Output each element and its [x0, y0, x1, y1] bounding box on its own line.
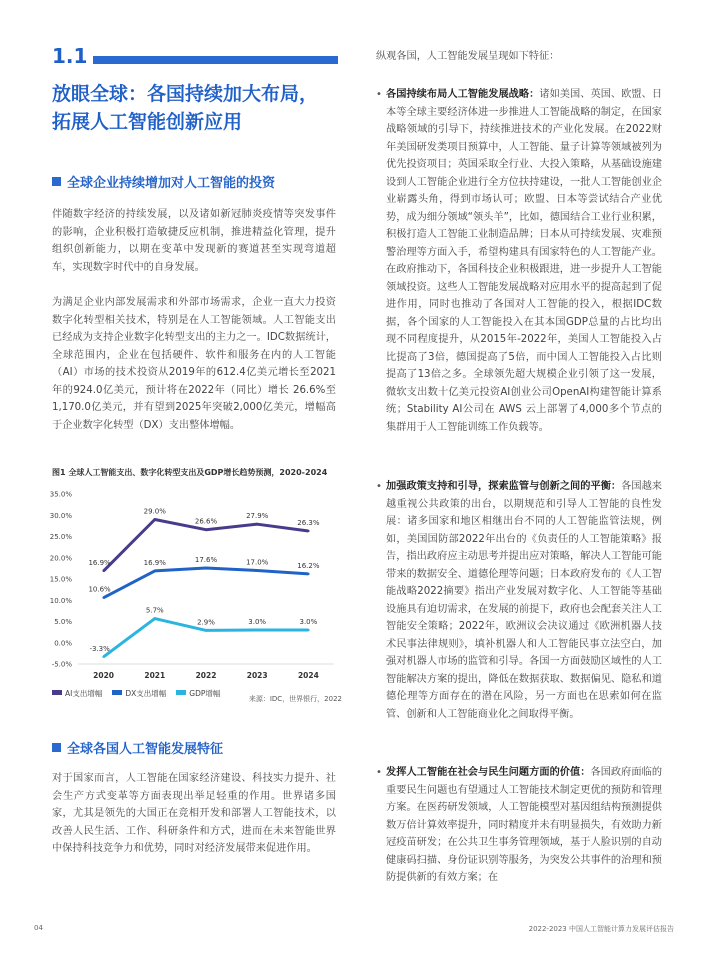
- data-label: -3.3%: [89, 644, 110, 653]
- square-bullet-icon: [52, 177, 61, 186]
- data-point: [154, 518, 156, 520]
- y-tick-label: 30.0%: [49, 511, 72, 520]
- y-tick-label: 5.0%: [54, 618, 72, 626]
- data-point: [102, 597, 104, 599]
- data-label: 29.0%: [143, 507, 166, 516]
- series-line: [104, 568, 309, 598]
- bullet-policy-text: 各国越来越重视公共政策的出台，以期规范和引导人工智能的良性发展：诸多国家和地区相继出台不同的人工智能监管法规，例如，美国国防部2022年出台的《负责任的人工智能策略》报告，指出政府应主动思考并提出应对策略，解决人工智能可能带来的数据安全、道德伦理等问题；日本政府发布的《人工智能战略2022摘要》指出产业发展对数字化、人工智能等基础设施具有迫切需求，在发展的前提下，政府也会配套关注人工智能安全策略；2022年，欧洲议会决议通过《欧洲机器人技术民事法律规则》，填补机器人和人工智能民事立法空白，加强对机器人市场的监管和引导。各国一方面鼓励区域性的人工智能解决方案的提出，降低在数据获取、数据偏见、隐私和道德伦理等方面存在的潜在风险，另一方面也在思索如何在监管、创新和人工智能商业化之间取得平衡。: [386, 481, 662, 720]
- data-label: 16.9%: [143, 558, 166, 567]
- data-label: 2.9%: [197, 618, 215, 627]
- data-label: 26.3%: [297, 518, 320, 527]
- title-line-2: 拓展人工智能创新应用: [52, 111, 243, 133]
- y-tick-label: 10.0%: [49, 596, 72, 605]
- legend-item: [176, 689, 220, 698]
- bullet-strategy-text: 诸如美国、英国、欧盟、日本等全球主要经济体进一步推进人工智能战略的制定，在国家战略领域的引导下，持续推进技术的产业化发展。在2022财年美国研发类项目预算中，人工智能、量子计算等领域被列为优先投资项目；英国采取全行业、大投入策略，从基础设施建设到人工智能企业进行全方位扶持建设，一批人工智能创业企业崭露头角，得到市场认可；欧盟、日本等尝试结合产业优势，成为细分领域“领头羊”，比如，德国结合工业行业积累，积极打造人工智能工业制造品牌；日本从可持续发展、灾难预警治理等方面入手，希望构建具有国家特色的人工智能产业。在政府推动下，各国科技企业积极跟进，进一步提升人工智能领域投资。这些人工智能发展战略对应用水平的提高起到了促进作用，同时也推动了各国对人工智能的投入，根据IDC数据，各个国家的人工智能投入在其本国GDP总量的占比均出现不同程度提升，从2015年-2022年，美国人工智能投入占比提高了3倍，德国提高了5倍，而中国人工智能投入占比则提高了13倍之多。全球领先超大规模企业引领了这一发展，微软支出数十亿美元投资AI创业公司OpenAI构建智能计算系统；Stability AI公司在 AWS 云上部署了4,000多个节点的集群用于人工智能训练工作负载等。: [386, 89, 663, 433]
- paragraph-2: 为满足企业内部发展需求和外部市场需求，企业一直大力投资数字化转型相关技术，特别是在人工智能领域。人工智能支出已经成为支持企业数字化转型支出的主力之一。IDC数据统计，全球范围内，企业在包括硬件、软件和服务在内的人工智能（AI）市场的技术投资从2019年的612.4亿美元增长至2021年的924.0亿美元，预计将在2022年（同比）增长 26.6%至1,170.0亿美元，并有望到2025年突破2,000亿美元，增幅高于企业数字化转型（DX）支出整体增幅。: [52, 297, 336, 431]
- bullet-social-lead: 发挥人工智能在社会与民生问题方面的价值：: [386, 767, 591, 778]
- subheading-characteristics: [52, 738, 223, 757]
- legend-item: [52, 689, 102, 698]
- paragraph-3: 对于国家而言，人工智能在国家经济建设、科技实力提升、社会生产方式变革等方面表现出举足轻重的作用。世界诸多国家，尤其是领先的大国正在竞相开发和部署人工智能技术，以改善人民生活、工作、科研条件和方式，进而在未来智能世界中保持科技竞争力和优势，同时对经济发展带来促进作用。: [52, 773, 336, 854]
- bullet-social: [376, 764, 663, 887]
- section-number: 1.1: [52, 44, 93, 68]
- right-intro: 纵观各国，人工智能发展呈现如下特征：: [376, 51, 560, 62]
- bullet-policy-lead: 加强政策支持和引导，探索监管与创新之间的平衡：: [386, 481, 622, 492]
- data-point: [102, 656, 104, 658]
- page-number: 04: [34, 924, 43, 932]
- bullet-dot-icon: •: [376, 481, 382, 492]
- data-point: [154, 617, 156, 619]
- data-point: [307, 629, 309, 631]
- subheading-investment-text: 全球企业持续增加对人工智能的投资: [67, 176, 276, 191]
- bullet-strategy: [376, 86, 663, 436]
- data-point: [205, 529, 207, 531]
- data-point: [256, 523, 258, 525]
- data-point: [256, 629, 258, 631]
- section-accent-bar: [52, 56, 338, 64]
- x-tick-label: 2022: [195, 671, 217, 680]
- paragraph-1: 伴随数字经济的持续发展，以及诸如新冠肺炎疫情等突发事件的影响，企业积极打造敏捷反应机制，推进精益化管理，提升组织创新能力，以期在变革中发现新的赛道甚至实现弯道超车，实现数字时代中的自身发展。: [52, 209, 336, 273]
- subheading-characteristics-text: 全球各国人工智能发展特征: [67, 742, 224, 757]
- x-tick-label: 2020: [93, 671, 115, 680]
- legend-label: AI支出增幅: [65, 689, 103, 698]
- legend-swatch-icon: [52, 690, 62, 695]
- figure-title: 图1 全球人工智能支出、数字化转型支出及GDP增长趋势预测，2020-2024: [52, 468, 328, 477]
- y-tick-label: 20.0%: [49, 554, 72, 563]
- bullet-dot-icon: •: [376, 767, 382, 778]
- legend-label: DX支出增幅: [125, 689, 167, 698]
- legend-swatch-icon: [176, 690, 186, 695]
- legend-label: GDP增幅: [189, 689, 221, 698]
- data-label: 3.0%: [299, 618, 318, 626]
- data-label: 16.9%: [88, 558, 111, 567]
- chart-legend: [52, 688, 342, 702]
- y-tick-label: 0.0%: [54, 639, 72, 648]
- y-tick-label: 35.0%: [49, 490, 72, 499]
- y-tick-label: 15.0%: [49, 575, 72, 584]
- x-tick-label: 2024: [297, 671, 319, 680]
- data-point: [205, 567, 207, 569]
- data-point: [102, 570, 104, 572]
- figure-source: 来源：IDC，世界银行，2022: [248, 695, 342, 703]
- legend-swatch-icon: [112, 690, 122, 695]
- bullet-strategy-lead: 各国持续布局人工智能发展战略：: [386, 89, 540, 100]
- data-label: 17.6%: [194, 555, 218, 564]
- bullet-dot-icon: •: [376, 89, 382, 100]
- bullet-social-text: 各国政府面临的重要民生问题也有望通过人工智能技术制定更优的预防和管理方案。在医药研发领域，人工智能模型对基因组结构预测提供数万倍计算效率提升，同时精度并未有明显损失，有效助力新冠疫苗研发；在公共卫生事务管理领域，基于人脸识别的自动健康码扫描、身份证识别等服务，为突发公共事件的治理和预防提供新的有效方案；在: [386, 767, 663, 883]
- data-point: [307, 573, 309, 575]
- y-tick-label: 25.0%: [49, 533, 72, 541]
- data-label: 16.2%: [297, 561, 320, 570]
- data-label: 17.0%: [246, 558, 269, 567]
- subheading-investment: [52, 172, 275, 191]
- x-tick-label: 2021: [144, 671, 166, 680]
- square-bullet-icon: [52, 743, 61, 752]
- y-tick-label: -5.0%: [51, 660, 72, 669]
- line-chart: [44, 482, 344, 686]
- page-title: [52, 80, 342, 136]
- data-point: [154, 570, 156, 572]
- data-point: [256, 569, 258, 571]
- data-label: 26.6%: [194, 517, 218, 526]
- data-label: 10.6%: [88, 585, 111, 594]
- legend-item: [112, 689, 166, 698]
- bullet-policy: [376, 478, 662, 723]
- report-name: 2022-2023 中国人工智能计算力发展评估报告: [528, 925, 674, 933]
- x-tick-label: 2023: [246, 671, 268, 680]
- title-line-1: 放眼全球：各国持续加大布局，: [52, 83, 319, 105]
- data-point: [205, 629, 207, 631]
- data-label: 27.9%: [246, 512, 269, 521]
- data-label: 3.0%: [248, 618, 267, 626]
- data-point: [307, 530, 309, 532]
- data-label: 5.7%: [145, 606, 164, 615]
